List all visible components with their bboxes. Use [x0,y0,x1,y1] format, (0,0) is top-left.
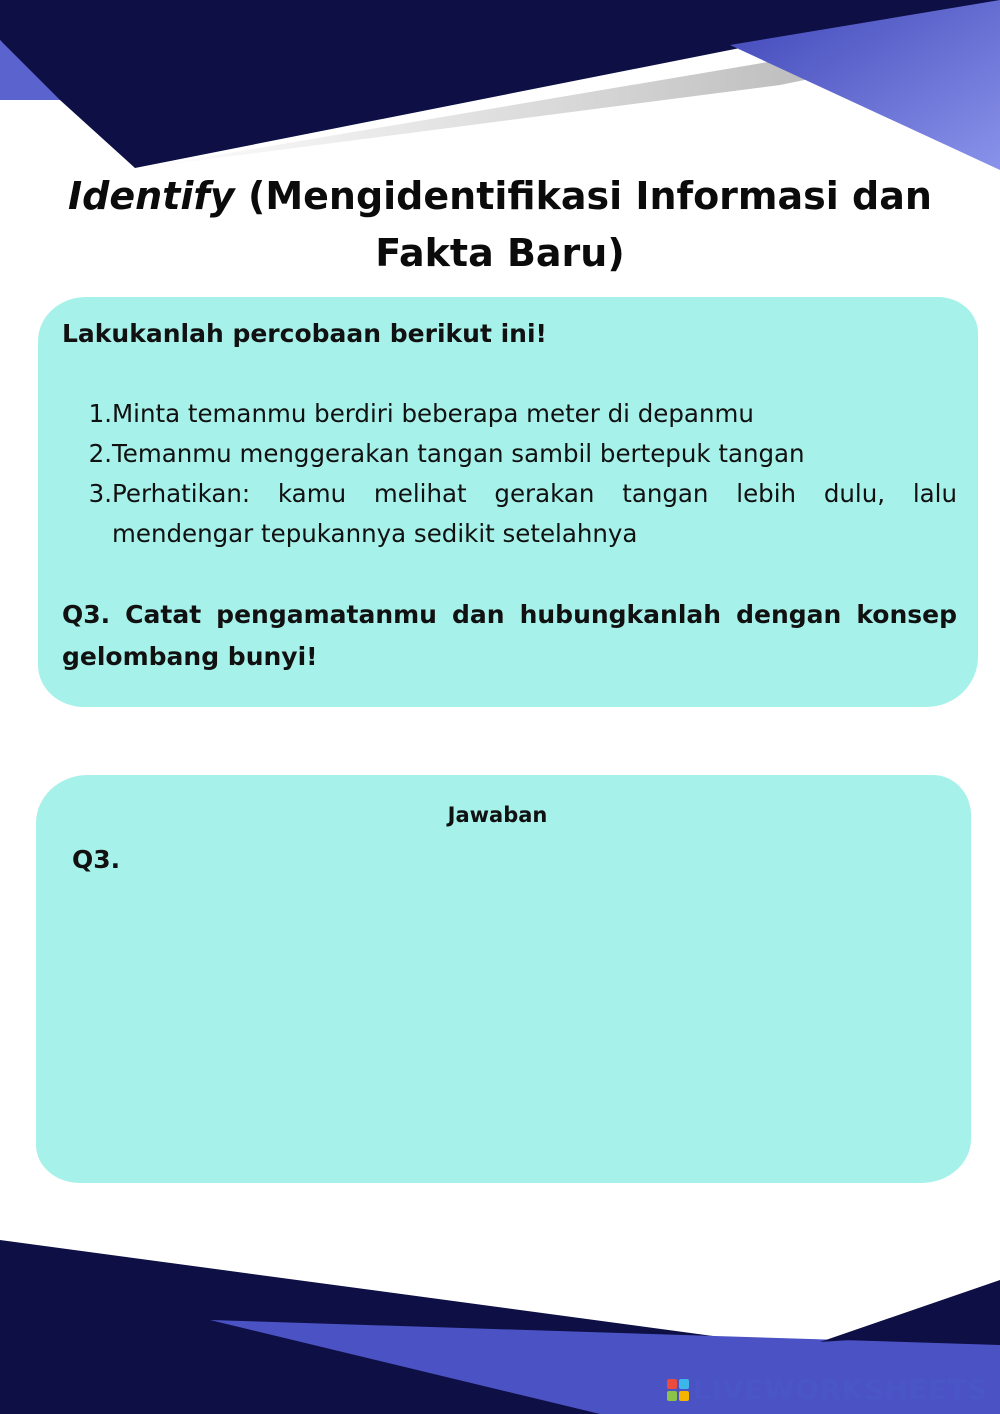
brand-name: LIVEWORKSHEETS [692,1373,988,1406]
step-text: Perhatikan: kamu melihat gerakan tangan lebih dulu, lalu mendengar tepukannya sedikit setelahnya [112,479,957,548]
step-text: Temanmu menggerakan tangan sambil bertepuk tangan [112,439,805,468]
step-number: 3. [88,479,112,508]
step-number: 1. [88,399,112,428]
answer-question-tag: Q3. [72,845,121,874]
answer-label: Jawaban [447,803,548,827]
list-item [62,474,957,554]
question-prompt: Q3. Catat pengamatanmu dan hubungkanlah dengan konsep gelombang bunyi! [62,600,957,671]
step-text: Minta temanmu berdiri beberapa meter di depanmu [112,399,754,428]
page-title [20,168,980,282]
list-item [62,434,957,474]
liveworksheets-logo-icon [667,1379,689,1401]
answer-panel[interactable] [36,775,971,1183]
instructions-intro: Lakukanlah percobaan berikut ini! [62,319,547,348]
list-item [62,394,957,434]
title-italic: Identify [68,174,235,218]
title-rest: (Mengidentifikasi Informasi dan Fakta Baru) [234,174,932,275]
instructions-content [62,314,957,678]
step-number: 2. [88,439,112,468]
steps-list [62,394,957,554]
brand-watermark [667,1373,988,1406]
